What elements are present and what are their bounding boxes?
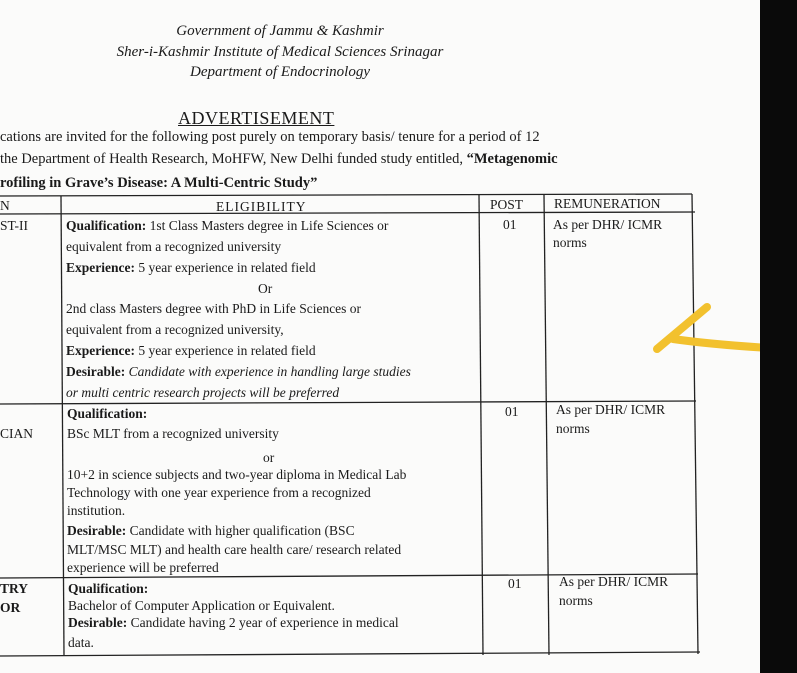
- header-institute: Sher-i-Kashmir Institute of Medical Sciences Srinagar: [116, 44, 444, 60]
- row1-remuneration: norms: [553, 235, 587, 250]
- row1-line: Experience: 5 year experience in related field: [66, 343, 316, 358]
- dark-edge: [760, 0, 797, 673]
- row3-line: data.: [68, 635, 94, 650]
- row1-line: equivalent from a recognized university,: [66, 322, 284, 337]
- row2-remuneration: As per DHR/ ICMR: [556, 402, 666, 417]
- row2-post-name: CIAN: [0, 426, 33, 441]
- row1-line: or multi centric research projects will be preferred: [66, 385, 340, 400]
- col-header-remuneration: REMUNERATION: [554, 196, 661, 211]
- col-header-eligibility: ELIGIBILITY: [216, 199, 307, 214]
- row3-remuneration: norms: [559, 593, 593, 608]
- row2-line: BSc MLT from a recognized university: [67, 426, 279, 441]
- row2-line: MLT/MSC MLT) and health care health care/ research related: [67, 542, 402, 557]
- row3-remuneration: As per DHR/ ICMR: [559, 574, 669, 589]
- row1-line: Experience: 5 year experience in related field: [66, 260, 316, 275]
- row3-line: Qualification:: [68, 581, 149, 596]
- row2-line: 10+2 in science subjects and two-year diploma in Medical Lab: [67, 467, 407, 482]
- header-government: Government of Jammu & Kashmir: [176, 23, 384, 39]
- col-header-post-name: N: [0, 198, 10, 213]
- row2-remuneration: norms: [556, 421, 590, 436]
- row3-line: Desirable: Candidate having 2 year of experience in medical: [68, 615, 399, 630]
- intro-line-3: rofiling in Grave’s Disease: A Multi-Centric Study”: [0, 175, 318, 191]
- row2-line: institution.: [67, 503, 126, 518]
- row1-post-count: 01: [503, 217, 517, 232]
- row1-line: Desirable: Candidate with experience in handling large studies: [66, 364, 411, 379]
- row2-line: or: [263, 450, 275, 465]
- row2-line: Technology with one year experience from a recognized: [67, 485, 371, 500]
- advertisement-title: ADVERTISEMENT: [178, 108, 335, 128]
- intro-line-1: cations are invited for the following post purely on temporary basis/ tenure for a period of 12: [0, 129, 540, 145]
- intro-line-2: the Department of Health Research, MoHFW, New Delhi funded study entitled, “Metagenomic: [0, 151, 558, 167]
- row1-line: Qualification: 1st Class Masters degree in Life Sciences or: [66, 218, 389, 233]
- row3-post-name: OR: [0, 600, 21, 615]
- row1-line: equivalent from a recognized university: [66, 239, 282, 254]
- row3-line: Bachelor of Computer Application or Equivalent.: [68, 598, 335, 613]
- header-department: Department of Endocrinology: [190, 64, 370, 80]
- row1-line: Or: [258, 281, 273, 296]
- row1-line: 2nd class Masters degree with PhD in Life Sciences or: [66, 301, 362, 316]
- col-header-post: POST: [490, 197, 524, 212]
- row1-post-name: ST-II: [0, 218, 29, 233]
- row2-line: Desirable: Candidate with higher qualification (BSC: [67, 523, 355, 538]
- row3-post-name: TRY: [0, 581, 29, 596]
- row2-post-count: 01: [505, 404, 519, 419]
- row2-line: Qualification:: [67, 406, 148, 421]
- row2-line: experience will be preferred: [67, 560, 219, 575]
- row3-post-count: 01: [508, 576, 522, 591]
- row1-remuneration: As per DHR/ ICMR: [553, 217, 663, 232]
